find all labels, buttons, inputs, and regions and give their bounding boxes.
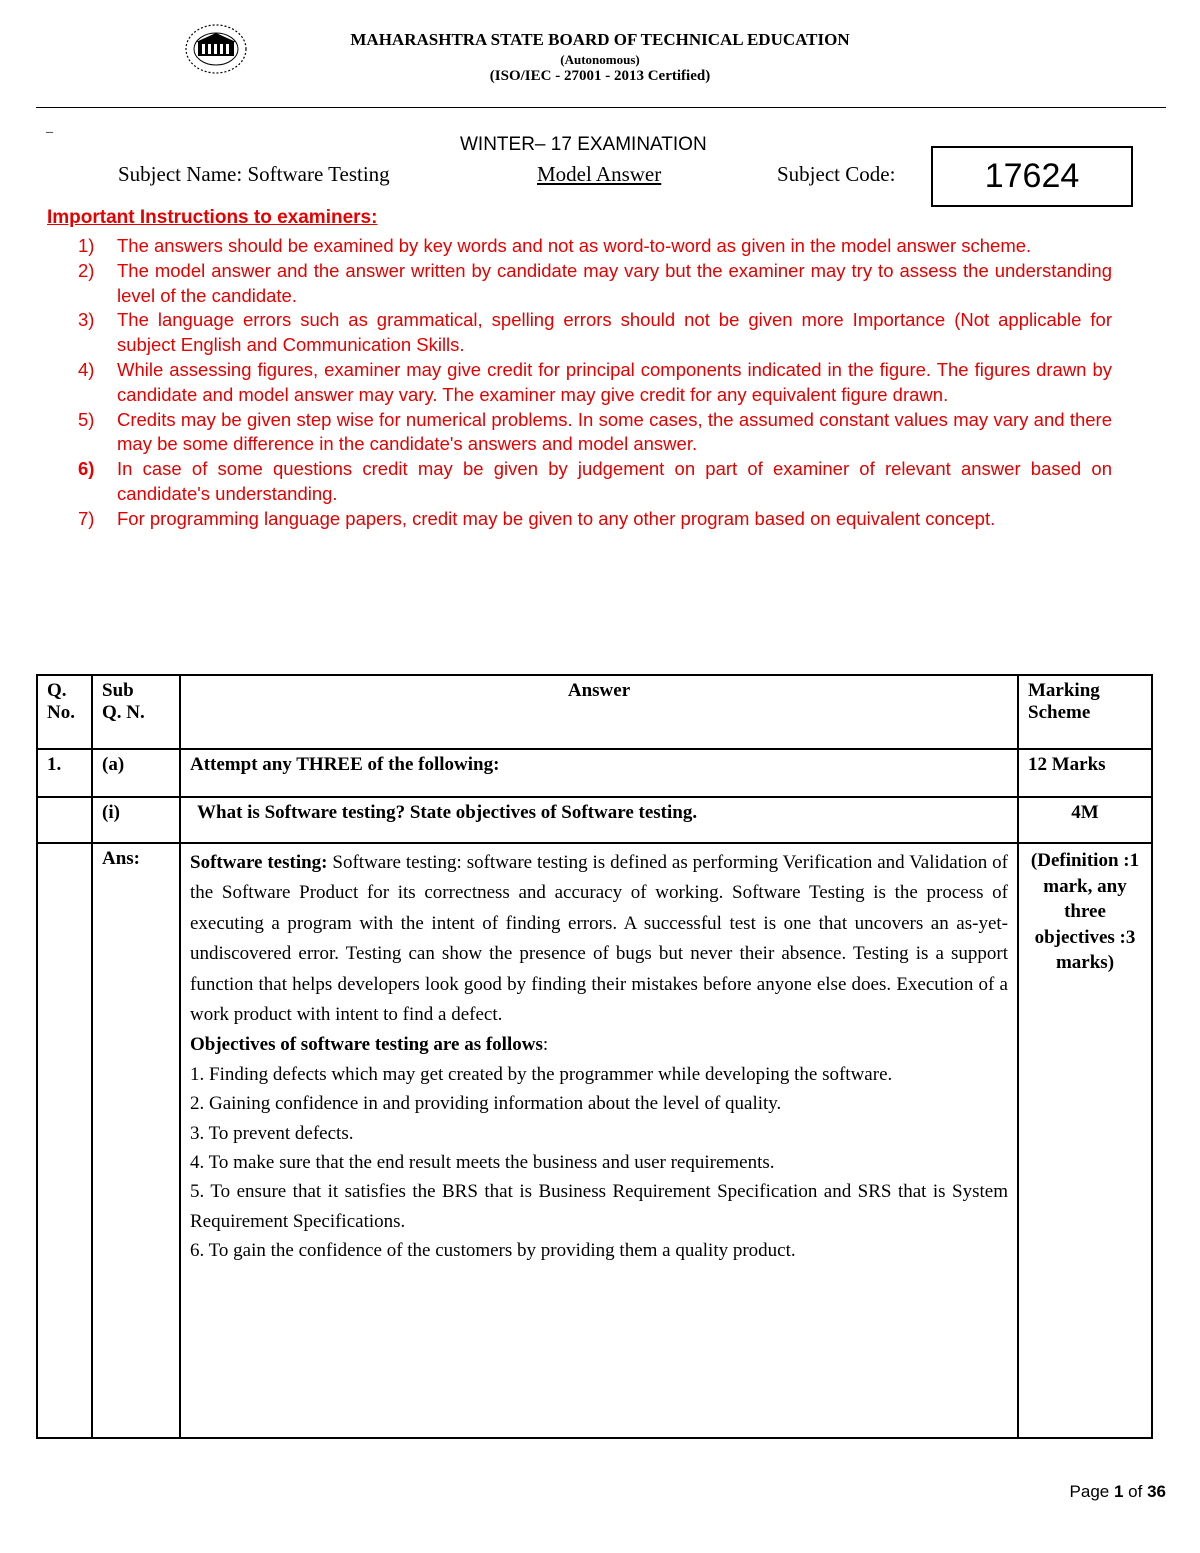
marking-scheme-cell (1018, 843, 1152, 1438)
instruction-item (78, 358, 1112, 408)
instruction-number: 5) (78, 408, 95, 430)
instruction-item (78, 408, 1112, 458)
instruction-number: 3) (78, 309, 95, 331)
header-q-no: Q. No. (37, 675, 92, 749)
subject-code: 17624 (984, 157, 1080, 195)
objective-item: 6. To gain the confidence of the customers by providing them a quality product. (190, 1240, 796, 1262)
answer-cell (180, 843, 1018, 1438)
instruction-text: The model answer and the answer written by candidate may vary but the examiner may try to assess the understanding level of the candidate. (117, 259, 1112, 306)
instruction-item (78, 457, 1112, 507)
header-sub-q: Sub Q. N. (92, 675, 180, 749)
table-header-row (37, 675, 1152, 749)
subject-name: Subject Name: Software Testing (118, 162, 390, 186)
exam-title: WINTER– 17 EXAMINATION (460, 134, 707, 155)
page-number: Page 1 of 36 (1069, 1482, 1166, 1501)
board-name: MAHARASHTRA STATE BOARD OF TECHNICAL EDUCATION (350, 30, 850, 49)
instruction-text: Credits may be given step wise for numerical problems. In some cases, the assumed constant values may vary and there may be some difference in the candidate's answers and model answer. (117, 408, 1112, 455)
question-marks: 12 Marks (1018, 749, 1152, 797)
instruction-number: 4) (78, 358, 95, 380)
instruction-text: In case of some questions credit may be given by judgement on part of examiner of relevant answer based on candidate's understanding. (117, 458, 1112, 504)
header-divider (36, 107, 1166, 108)
instruction-number: 6) (78, 458, 95, 480)
objectives-heading-line (190, 1030, 1008, 1059)
instruction-text: The language errors such as grammatical, spelling errors should not be given more Importance (Not applicable for subject English and Communication Skills. (117, 309, 1112, 356)
instruction-number: 7) (78, 507, 95, 529)
empty-cell (37, 797, 92, 843)
instruction-text: For programming language papers, credit may be given to any other program based on equivalent concept. (117, 507, 996, 529)
instruction-number: 1) (78, 235, 95, 256)
subject-code-label: Subject Code: (777, 162, 896, 186)
msbte-logo (184, 22, 248, 76)
sub-question: (i) (92, 797, 180, 843)
definition-label: Software testing: (190, 852, 328, 873)
definition-text: Software testing: software testing is defined as performing Verification and Validation of the Software Product for its correctness and accuracy of working. Software Testing is the process of executing a program with the intent of finding errors. A successful test is one that uncovers an as-yet-undiscovered error. Testing can show the presence of bugs but never their absence. Testing is a support function that helps developers look good by finding their mistakes before anyone else does. Execution of a work product with intent to find a defect. (190, 852, 1008, 1026)
model-answer-label: Model Answer (537, 162, 662, 186)
header-answer: Answer (180, 675, 1018, 749)
question-marks: 4M (1018, 797, 1152, 843)
definition-paragraph (190, 848, 1008, 1030)
empty-cell (37, 843, 92, 1438)
instructions-heading: Important Instructions to examiners: (47, 207, 378, 228)
marking-scheme-text: (Definition :1 mark, any three objectives :3 marks) (1030, 850, 1140, 973)
instruction-item (78, 308, 1112, 358)
objective-item: 5. To ensure that it satisfies the BRS that is Business Requirement Specification and SRS that is System Requirement Specifications. (190, 1181, 1008, 1232)
instruction-item (78, 259, 1112, 309)
table-row (37, 749, 1152, 797)
autonomous-label: (Autonomous) (560, 52, 640, 67)
question-text: What is Software testing? State objectives of Software testing. (180, 797, 1018, 843)
instruction-text: The answers should be examined by key words and not as word-to-word as given in the model answer scheme. (117, 235, 1032, 256)
objective-item: 3. To prevent defects. (190, 1122, 354, 1144)
question-text: Attempt any THREE of the following: (180, 749, 1018, 797)
question-number: 1. (37, 749, 92, 797)
objectives-colon: : (542, 1034, 549, 1056)
subject-code-box (931, 146, 1133, 207)
sub-question: (a) (92, 749, 180, 797)
table-row (37, 797, 1152, 843)
header-marking-scheme: Marking Scheme (1018, 675, 1152, 749)
instruction-item (78, 234, 1112, 259)
objective-item: 2. Gaining confidence in and providing information about the level of quality. (190, 1093, 782, 1115)
answer-table (36, 674, 1153, 1439)
dash-mark: _ (46, 120, 53, 135)
instruction-text: While assessing figures, examiner may give credit for principal components indicated in the figure. The figures drawn by candidate and model answer may vary. The examiner may give credit for any equivalent figure drawn. (117, 358, 1112, 405)
instruction-number: 2) (78, 259, 95, 281)
instruction-item (78, 507, 1112, 532)
instructions-list (78, 234, 1112, 532)
objective-item: 1. Finding defects which may get created by the programmer while developing the software. (190, 1063, 893, 1085)
answer-label: Ans: (92, 843, 180, 1438)
objectives-heading: Objectives of software testing are as follows (190, 1034, 543, 1056)
certification-label: (ISO/IEC - 27001 - 2013 Certified) (489, 68, 711, 84)
objective-item: 4. To make sure that the end result meets the business and user requirements. (190, 1152, 775, 1174)
table-row (37, 843, 1152, 1438)
